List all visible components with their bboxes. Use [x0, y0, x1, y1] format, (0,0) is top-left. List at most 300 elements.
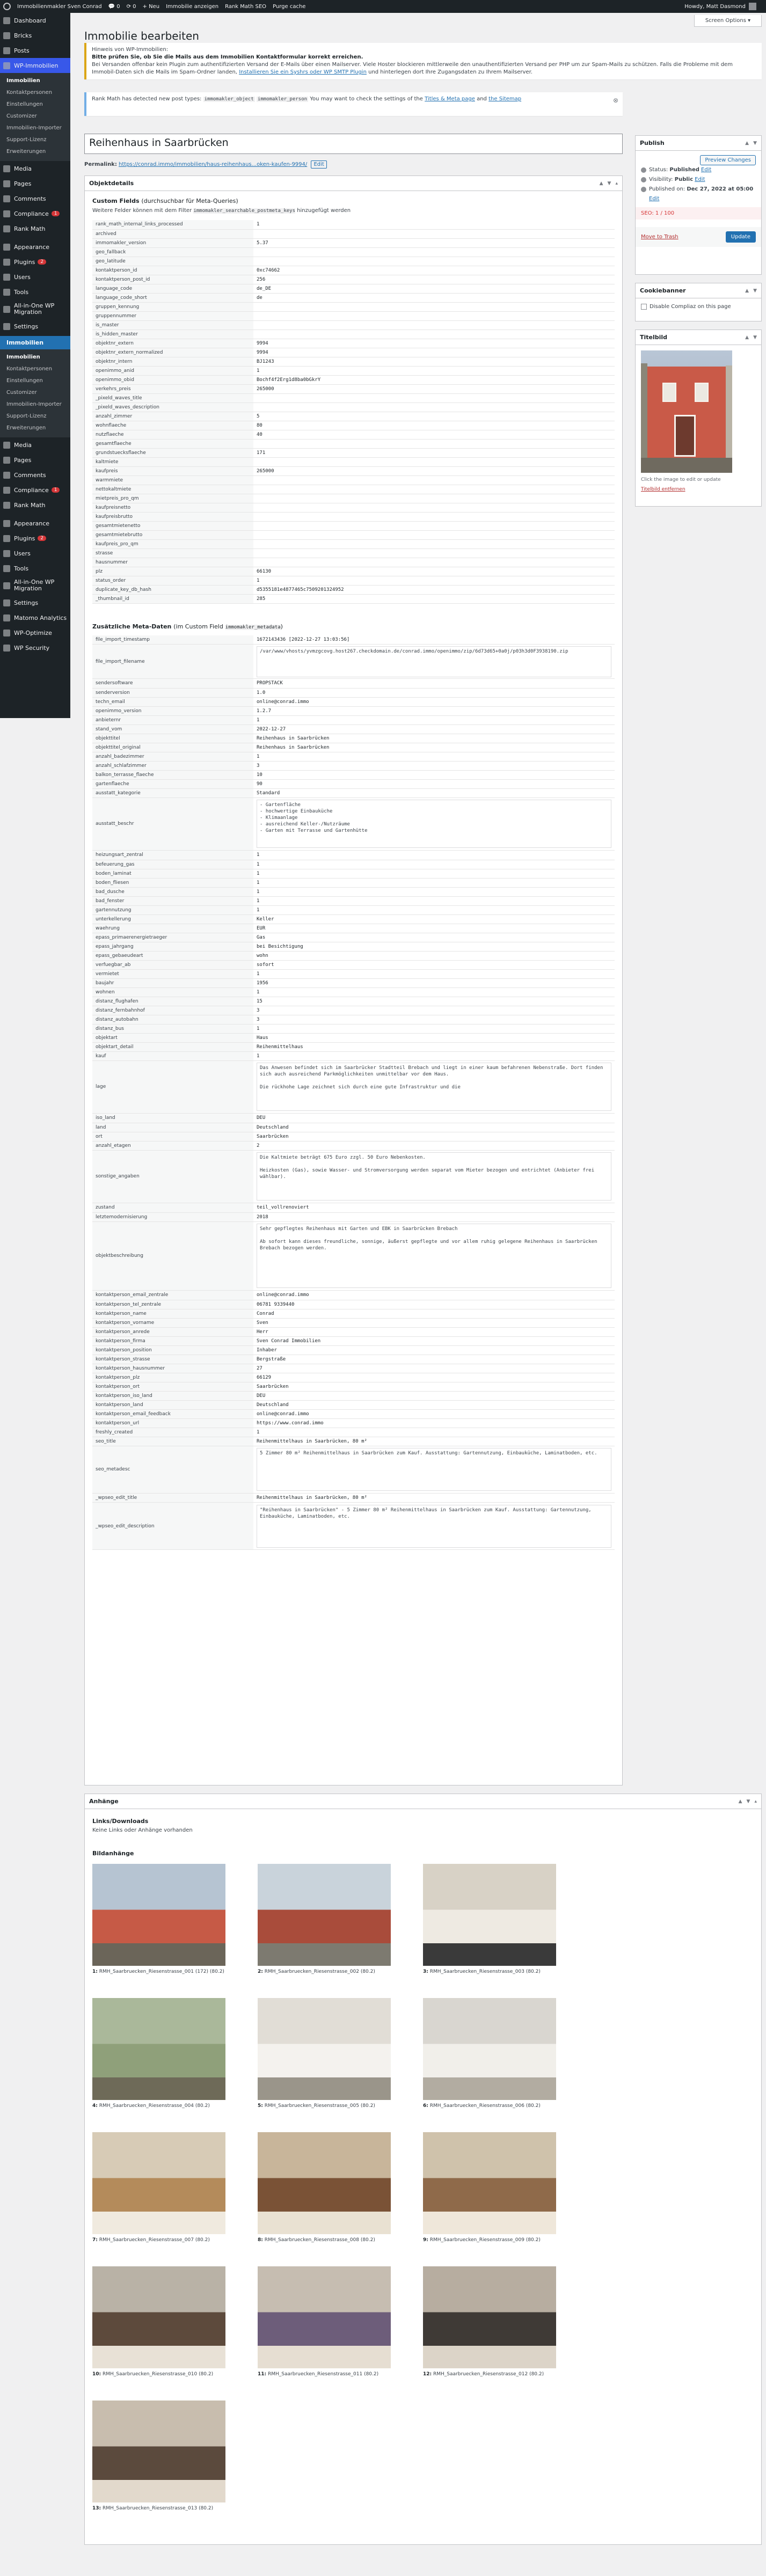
- field-key: boden_fliesen: [92, 878, 253, 887]
- submenu-item[interactable]: Customizer: [6, 390, 37, 396]
- chevron-down-icon[interactable]: ▼: [753, 334, 757, 340]
- field-key: kontaktperson_url: [92, 1418, 253, 1428]
- field-key: objektnr_extern: [92, 339, 253, 348]
- gallery-image[interactable]: [92, 2132, 225, 2234]
- menu-icon: [3, 487, 10, 494]
- sidebar-item-settings[interactable]: Settings: [0, 595, 70, 610]
- sidebar-item-plugins[interactable]: Plugins 2: [0, 531, 70, 546]
- field-key: openimmo_anid: [92, 366, 253, 375]
- field-value: Deutschland: [253, 1123, 615, 1132]
- sidebar-item-compliance[interactable]: Compliance 1: [0, 206, 70, 221]
- sidebar-item-comments[interactable]: Comments: [0, 191, 70, 206]
- field-key: verkehrs_preis: [92, 384, 253, 393]
- post-title-input[interactable]: Reihenhaus in Saarbrücken: [84, 134, 623, 154]
- wordpress-logo-icon[interactable]: [3, 3, 11, 10]
- chevron-up-icon[interactable]: ▲: [745, 334, 749, 340]
- field-row: [92, 330, 615, 339]
- field-key: rank_math_internal_links_processed: [92, 220, 253, 229]
- count-badge: 2: [38, 259, 46, 265]
- field-row: [92, 402, 615, 412]
- submenu-item[interactable]: Erweiterungen: [6, 425, 46, 431]
- chevron-down-icon[interactable]: ▼: [753, 140, 757, 146]
- menu-icon: [3, 259, 10, 266]
- admin-bar-account[interactable]: [684, 3, 756, 10]
- disable-complianz-checkbox[interactable]: [641, 304, 647, 310]
- gallery-image[interactable]: [92, 2266, 225, 2368]
- field-value: [253, 439, 615, 448]
- submenu-item[interactable]: Immobilien-Importer: [6, 401, 62, 407]
- field-key: techn_email: [92, 697, 253, 706]
- field-row: [92, 439, 615, 448]
- field-key: openimmo_obid: [92, 375, 253, 384]
- sidebar-item-appearance[interactable]: Appearance: [0, 516, 70, 531]
- sitemap-link[interactable]: the Sitemap: [488, 96, 522, 102]
- field-value: 1: [253, 887, 615, 896]
- field-key: waehrung: [92, 924, 253, 933]
- field-value: [253, 475, 615, 485]
- field-row: [92, 1291, 615, 1300]
- field-row: [92, 284, 615, 293]
- field-value: [253, 320, 615, 330]
- sidebar-item-all-in-one-wp-migration[interactable]: All-in-One WP Migration: [0, 299, 70, 319]
- lage-textarea[interactable]: Das Anwesen befindet sich im Saarbrücker Stadtteil Brebach und liegt in einer kaum befahrenen Nebenstraße. Dort finden sich auch ausreichend Parkmöglichkeiten unmittelbar vor dem Haus. Die rückhohe Lage zeichnet sich durch eine gute Infrastruktur und die: [257, 1063, 611, 1111]
- field-value: 1.0: [253, 688, 615, 697]
- image-number: 6:: [423, 2103, 428, 2109]
- sidebar-item-media[interactable]: Media: [0, 437, 70, 452]
- image-name: RMH_Saarbruecken_Riesenstrasse_012 (80.2): [433, 2372, 544, 2377]
- field-key: zustand: [92, 1203, 253, 1212]
- field-key: stand_vom: [92, 724, 253, 734]
- field-row: [92, 1437, 615, 1446]
- field-value: [253, 539, 615, 548]
- field-value: DEU: [253, 1114, 615, 1123]
- submenu-item[interactable]: Support-Lizenz: [6, 413, 47, 419]
- gallery-image[interactable]: [92, 1864, 225, 1966]
- objektdetails-header[interactable]: Objektdetails ▲ ▼ ▴: [85, 176, 622, 191]
- image-name: RMH_Saarbruecken_Riesenstrasse_011 (80.2): [268, 2372, 379, 2377]
- field-key: land: [92, 1123, 253, 1132]
- field-key: kontaktperson_firma: [92, 1336, 253, 1345]
- seo-score[interactable]: SEO: 1 / 100: [636, 207, 761, 219]
- field-value: 2: [253, 1141, 615, 1150]
- menu-icon: [3, 323, 10, 330]
- chevron-up-icon[interactable]: ▲: [745, 288, 749, 294]
- field-value: 265000: [253, 384, 615, 393]
- field-value: 1: [253, 969, 615, 978]
- image-number: 4:: [92, 2103, 98, 2109]
- dismiss-icon[interactable]: ⊗: [612, 97, 618, 104]
- sidebar-item-rank-math[interactable]: Rank Math: [0, 497, 70, 513]
- field-key: kontaktperson_email_zentrale: [92, 1291, 253, 1300]
- sidebar-item-dashboard[interactable]: Dashboard: [0, 13, 70, 28]
- smtp-plugin-link[interactable]: Installieren Sie ein Syshrs oder WP SMTP Plugin: [239, 69, 367, 75]
- notice-heading: Hinweis von WP-Immobilien:: [92, 47, 169, 53]
- field-row: [92, 1345, 615, 1355]
- field-row: [92, 475, 615, 485]
- field-row: [92, 548, 615, 558]
- edit-visibility-link[interactable]: Edit: [695, 177, 705, 182]
- field-row: [92, 933, 615, 942]
- rankmath-notice: Rank Math has detected new post types: immomakler_object immomakler_person You may want to check the settings of the Titles & Meta page and the Sitemap ⊗: [84, 92, 623, 116]
- field-value: [253, 485, 615, 494]
- field-row: [92, 585, 615, 594]
- preview-button[interactable]: Preview Changes: [700, 155, 756, 165]
- titles-meta-link[interactable]: Titles & Meta page: [425, 96, 475, 102]
- chevron-up-icon[interactable]: ▲: [599, 180, 603, 186]
- beschreibung-textarea[interactable]: Sehr gepflegtes Reihenhaus mit Garten und EBK in Saarbrücken Brebach Ab sofort kann dieses freundliche, sonnige, äußerst gepflegte und vor allem ruhig gelegene Reihenhaus in Saarbrücken Brebach bezogen werden.: [257, 1224, 611, 1288]
- gallery-image[interactable]: [258, 2266, 391, 2368]
- field-value: 1: [253, 715, 615, 724]
- field-key: verfuegbar_ab: [92, 960, 253, 969]
- sidebar-item-tools[interactable]: Tools: [0, 284, 70, 299]
- avatar: [749, 3, 756, 10]
- submenu-item[interactable]: Immobilien-Importer: [6, 125, 62, 131]
- edit-status-link[interactable]: Edit: [701, 167, 712, 173]
- field-value: 5: [253, 412, 615, 421]
- field-row: [92, 851, 615, 860]
- featured-image[interactable]: [641, 350, 732, 473]
- field-value: 10: [253, 770, 615, 779]
- field-value: [253, 402, 615, 412]
- menu-icon: [3, 47, 10, 54]
- image-name: RMH_Saarbruecken_Riesenstrasse_010 (80.2): [103, 2372, 214, 2377]
- field-value: 1: [253, 987, 615, 997]
- field-row: [92, 275, 615, 284]
- notice-text: Bei Versanden offenbar kein Plugin zum authentifizierten Versand der E-Mails über einen Mailserver. Viele Hoster blockieren mittlerweile den unauthentifizierten Versand per PHP um zur Spam-Mails zu schützen. Falls die Probleme mit dem Immobil-Daten sich die Mails im Spam-Ordner landen,: [92, 62, 733, 75]
- submenu-item[interactable]: Kontaktpersonen: [6, 366, 53, 372]
- field-row: [92, 220, 615, 229]
- field-value: [253, 494, 615, 503]
- field-value: d5355181e4877465c7509201324952: [253, 585, 615, 594]
- field-value: 1: [253, 878, 615, 887]
- toggle-icon[interactable]: ▴: [615, 180, 618, 186]
- field-row: [92, 238, 615, 247]
- submenu-item[interactable]: Erweiterungen: [6, 149, 46, 155]
- field-row: [92, 266, 615, 275]
- field-key: kaufpreisbrutto: [92, 512, 253, 521]
- field-row: [92, 860, 615, 869]
- field-row: [92, 1336, 615, 1345]
- menu-icon: [3, 165, 10, 172]
- field-value: https://www.conrad.immo: [253, 1418, 615, 1428]
- field-value: 9994: [253, 339, 615, 348]
- admin-bar: [0, 0, 766, 13]
- field-row: [92, 924, 615, 933]
- field-row: [92, 247, 615, 257]
- immobilien-heading[interactable]: Immobilien: [0, 336, 70, 349]
- image-name: RMH_Saarbruecken_Riesenstrasse_002 (80.2): [264, 1969, 375, 1974]
- field-row: [92, 942, 615, 951]
- field-row: [92, 905, 615, 914]
- field-value: 1.2.7: [253, 706, 615, 715]
- field-key: _pixeld_waves_description: [92, 402, 253, 412]
- gallery-caption: [92, 2237, 232, 2243]
- field-key: bad_fenster: [92, 896, 253, 905]
- field-key: kontaktperson_tel_zentrale: [92, 1300, 253, 1309]
- admin-bar-view[interactable]: Immobilie anzeigen: [166, 3, 219, 10]
- field-row: [92, 466, 615, 475]
- gallery-image[interactable]: [423, 1864, 556, 1966]
- sidebar-item-plugins[interactable]: Plugins 2: [0, 254, 70, 269]
- field-row: [92, 887, 615, 896]
- submenu-item[interactable]: Kontaktpersonen: [6, 90, 53, 96]
- image-number: 7:: [92, 2237, 98, 2243]
- field-row: [92, 978, 615, 987]
- field-key: kontaktperson_land: [92, 1400, 253, 1409]
- submenu-item[interactable]: Customizer: [6, 113, 37, 119]
- import-filename-textarea[interactable]: /var/www/vhosts/yvmzgcovg.host267.checkdomain.de/conrad.immo/openimmo/zip/6d73d65+0a0j/p03h3d0F3938190.zip: [257, 646, 611, 677]
- count-badge: 2: [38, 536, 46, 541]
- admin-bar-cache[interactable]: Purge cache: [273, 3, 306, 10]
- page-title: Immobilie bearbeiten: [84, 30, 199, 43]
- field-value: BJ1243: [253, 357, 615, 366]
- field-row: [92, 1024, 615, 1033]
- field-key: objektnr_intern: [92, 357, 253, 366]
- custom-fields-title: Custom Fields: [92, 197, 140, 204]
- update-button[interactable]: Update: [726, 231, 756, 243]
- field-value: [253, 330, 615, 339]
- field-value: de_DE: [253, 284, 615, 293]
- menu-icon: [3, 645, 10, 652]
- menu-icon: [3, 614, 10, 621]
- field-value: 0xc74662: [253, 266, 615, 275]
- sidebar-item-tools[interactable]: Tools: [0, 561, 70, 576]
- sidebar-item-matomo-analytics[interactable]: Matomo Analytics: [0, 610, 70, 625]
- field-key: kaufpreis_pro_qm: [92, 539, 253, 548]
- field-row: [92, 430, 615, 439]
- field-key: language_code: [92, 284, 253, 293]
- field-key: seo_title: [92, 1437, 253, 1446]
- field-key: is_master: [92, 320, 253, 330]
- field-key: gruppen_kennung: [92, 302, 253, 311]
- menu-icon: [3, 289, 10, 296]
- sidebar-item-wp-security[interactable]: WP Security: [0, 640, 70, 655]
- sidebar-item-media[interactable]: Media: [0, 161, 70, 176]
- field-row: [92, 987, 615, 997]
- field-key: senderversion: [92, 688, 253, 697]
- admin-bar-comments[interactable]: 💬 0: [108, 3, 120, 10]
- sidebar-item-bricks[interactable]: Bricks: [0, 28, 70, 43]
- field-row: [92, 494, 615, 503]
- field-value: 66129: [253, 1373, 615, 1382]
- gallery-caption: [92, 2103, 232, 2109]
- field-row: [92, 770, 615, 779]
- field-row: [92, 530, 615, 539]
- field-value: online@conrad.immo: [253, 697, 615, 706]
- field-row: [92, 1042, 615, 1051]
- field-row: [92, 503, 615, 512]
- menu-icon: [3, 195, 10, 202]
- field-row: [92, 457, 615, 466]
- field-value: 3: [253, 1015, 615, 1024]
- count-badge: 1: [52, 211, 60, 216]
- gallery-caption: [92, 2506, 232, 2511]
- sidebar-item-settings[interactable]: Settings: [0, 319, 70, 334]
- field-row: [92, 1318, 615, 1327]
- field-value: 1: [253, 366, 615, 375]
- chevron-up-icon[interactable]: ▲: [745, 140, 749, 146]
- sidebar-item-rank-math[interactable]: Rank Math: [0, 221, 70, 236]
- field-key: gruppennummer: [92, 311, 253, 320]
- seo-metadesc-textarea[interactable]: 5 Zimmer 80 m² Reihenmittelhaus in Saarbrücken zum Kauf. Ausstattung: Gartennutzung, Einbauküche, Laminatboden, etc.: [257, 1448, 611, 1491]
- image-number: 9:: [423, 2237, 428, 2243]
- field-row: [92, 878, 615, 887]
- submenu-item[interactable]: Support-Lizenz: [6, 137, 47, 143]
- menu-icon: [3, 17, 10, 24]
- field-value: 1: [253, 860, 615, 869]
- links-empty: Keine Links oder Anhänge vorhanden: [92, 1827, 193, 1833]
- gallery-caption: [423, 2372, 563, 2377]
- field-value: 1: [253, 1428, 615, 1437]
- gallery-image[interactable]: [92, 1998, 225, 2100]
- field-row: [92, 348, 615, 357]
- field-value: Bochf4f2Erg1d8ba0bGkrY: [253, 375, 615, 384]
- menu-icon: [3, 442, 10, 449]
- gallery-image[interactable]: [258, 1998, 391, 2100]
- chevron-down-icon[interactable]: ▼: [607, 180, 611, 186]
- field-key: geo_fallback: [92, 247, 253, 257]
- field-row: [92, 1327, 615, 1336]
- field-key: archived: [92, 229, 253, 238]
- ausstatt-textarea[interactable]: - Gartenfläche - hochwertige Einbauküche - Klimaanlage - ausreichend Keller-/Nutzräume - Garten mit Terrasse und Gartenhütte: [257, 800, 611, 848]
- move-to-trash-link[interactable]: Move to Trash: [641, 234, 679, 240]
- sidebar-item-wp-optimize[interactable]: WP-Optimize: [0, 625, 70, 640]
- field-key: kontaktperson_name: [92, 1309, 253, 1318]
- field-row: [92, 1409, 615, 1418]
- sidebar-item-users[interactable]: Users: [0, 269, 70, 284]
- submenu-item[interactable]: Immobilien: [6, 78, 40, 84]
- admin-bar-new[interactable]: + Neu: [142, 3, 160, 10]
- screen-options-button[interactable]: Screen Options ▾: [694, 15, 762, 27]
- field-value: online@conrad.immo: [253, 1409, 615, 1418]
- field-key: letztemodernisierung: [92, 1212, 253, 1221]
- permalink-edit-button[interactable]: Edit: [311, 160, 326, 169]
- count-badge: 1: [52, 487, 60, 493]
- sidebar-item-wp-immobilien[interactable]: WP-Immobilien: [0, 58, 70, 73]
- sonstige-textarea[interactable]: Die Kaltmiete beträgt 675 Euro zzgl. 50 Euro Nebenkosten. Heizkosten (Gas), sowie Wasser- und Stromversorgung werden separat vom Mieter bezogen und entrichtet (Anbieter frei wählbar).: [257, 1152, 611, 1201]
- field-value: 40: [253, 430, 615, 439]
- field-row: [92, 320, 615, 330]
- sidebar-item-users[interactable]: Users: [0, 546, 70, 561]
- images-title: Bildanhänge: [92, 1850, 134, 1857]
- field-row: [92, 914, 615, 924]
- submenu-item[interactable]: Immobilien: [6, 354, 40, 360]
- field-row: [92, 1203, 615, 1212]
- wpseo-desc-textarea[interactable]: "Reihenhaus in Saarbrücken" - 5 Zimmer 80 m² Reihenmittelhaus in Saarbrücken zum Kauf. Ausstattung: Gartennutzung, Einbauküche, Laminatboden, etc.: [257, 1505, 611, 1548]
- gallery-image[interactable]: [258, 2132, 391, 2234]
- field-value: Reihenhaus in Saarbrücken: [253, 743, 615, 752]
- admin-bar-site-name[interactable]: Immobilienmakler Sven Conrad: [17, 3, 102, 10]
- key-icon: [641, 167, 646, 173]
- field-row: [92, 448, 615, 457]
- menu-icon: [3, 210, 10, 217]
- field-key: gartenflaeche: [92, 779, 253, 788]
- submenu-item[interactable]: Einstellungen: [6, 378, 43, 384]
- menu-icon: [3, 565, 10, 572]
- field-row: [92, 311, 615, 320]
- submenu-item[interactable]: Einstellungen: [6, 101, 43, 107]
- field-value: [253, 512, 615, 521]
- field-key: wohnflaeche: [92, 421, 253, 430]
- field-key: gesamtmietenetto: [92, 521, 253, 530]
- gallery-image[interactable]: [92, 2401, 225, 2502]
- field-key: unterkellerung: [92, 914, 253, 924]
- custom-fields-table: [92, 220, 615, 604]
- sidebar-item-compliance[interactable]: Compliance 1: [0, 482, 70, 497]
- image-name: RMH_Saarbruecken_Riesenstrasse_005 (80.2): [264, 2103, 375, 2109]
- objektdetails-box: Objektdetails ▲ ▼ ▴ Custom Fields (durchsuchbar für Meta-Queries) Weitere Felder können mit dem Filter immomakler_searchable_postmeta_keys hinzugefügt werden rank_math_internal_links_processed 1 archived immomakler_version 5.37 geo_fallback geo_latitude kontaktperson_id 0xc74662 kontaktperson_post_id 256 language_code de_DE language_code_short de gruppen_kennung gruppennummer is_master is_hidden_master objektnr_extern 9994 objektnr_extern_normalized 9994 objektnr_intern BJ1243 openimmo_anid 1 openimmo_obid Bochf4f2Erg1d8ba0bGkrY verkehrs_preis 265000 _pixeld_waves_title _pixeld_waves_description anzahl_zimmer 5 wohnflaeche 80 nutzflaeche 40 gesamtflaeche grundstuecksflaeche 171 kaltmiete kaufpreis 265000 warmmiete nettokaltmiete mietpreis_pro_qm kaufpreisnetto kaufpreisbrutto gesamtmietenetto gesamtmietebrutto kaufpreis_pro_qm strasse hausnummer plz 66130 status_order 1 duplicate_key_db_hash d5355181e4877465c7509201324952 _thumbnail_id 285 Zusätzliche Meta-Daten (im Custom Field immomakler_metadata) file_import_timestamp 1672143436 [2022-12-27 13:03:56] file_import_filename /var/www/vhosts/yvmzgcovg.host267.checkdomain.de/conrad.immo/openimmo/zip/6d73d65+0a0j/p03h3d0F3938190.zip sendersoftware PROPSTACK senderversion 1.0 techn_email online@conrad.immo openimmo_version 1.2.7 anbieternr 1 stand_vom 2022-12-27 objekttitel Reihenhaus in Saarbrücken objekttitel_original Reihenhaus in Saarbrücken anzahl_badezimmer 1 anzahl_schlafzimmer 3 balkon_terrasse_flaeche 10 gartenflaeche 90 ausstatt_kategorie Standard ausstatt_beschr - Gartenfläche - hochwertige Einbauküche - Klimaanlage - ausreichend Keller-/Nutzräume - Garten mit Terrasse und Gartenhütte heizungsart_zentral 1 befeuerung_gas 1 boden_laminat 1 boden_fliesen 1 bad_dusche 1 bad_fenster 1 gartennutzung 1 unterkellerung Keller waehrung EUR epass_primaerenergietraeger Gas epass_jahrgang bei Besichtigung epass_gebaeudeart wohn verfuegbar_ab sofort vermietet 1 baujahr 1956 wohnen 1 distanz_flughafen 15 distanz_fernbahnhof 3 distanz_autobahn 3 distanz_bus 1 objektart Haus objektart_detail Reihenmittelhaus kauf 1 lage Das Anwesen befindet sich im Saarbrücker Stadtteil Brebach und liegt in einer kaum befahrenen Nebenstraße. Dort finden sich auch ausreichend Parkmöglichkeiten unmittelbar vor dem Haus. Die rückhohe Lage zeichnet sich durch eine gute Infrastruktur und die iso_land DEU land Deutschland ort Saarbrücken anzahl_etagen 2 sonstige_angaben Die Kaltmiete beträgt 675 Euro zzgl. 50 Euro Nebenkosten. Heizkosten (Gas), sowie Wasser- und Stromversorgung werden separat vom Mieter bezogen und entrichtet (Anbieter frei wählbar). zustand teil_vollrenoviert letztemodernisierung 2018 objektbeschreibung Sehr gepflegtes Reihenhaus mit Garten und EBK in Saarbrücken Brebach Ab sofort kann dieses freundliche, sonnige, äußerst gepflegte und vor allem ruhig gelegene Reihenhaus in Saarbrücken Brebach bezogen werden. kontaktperson_email_zentrale online@conrad.immo kontaktperson_tel_zentrale 06781 9339440 kontaktperson_name Conrad kontaktperson_vorname Sven kontaktperson_anrede Herr kontaktperson_firma Sven Conrad Immobilien kontaktperson_position Inhaber kontaktperson_strasse Bergstraße kontaktperson_hausnummer 27 kontaktperson_plz 66129 kontaktperson_ort Saarbrücken kontaktperson_iso_land DEU kontaktperson_land Deutschland kontaktperson_email_feedback online@conrad.immo kontaktperson_url https://www.conrad.immo freshly_created 1 seo_title Reihenmittelhaus in Saarbrücken, 80 m² seo_metadesc 5 Zimmer 80 m² Reihenmittelhaus in Saarbrücken zum Kauf. Ausstattung: Gartennutzung, Einbauküche, Laminatboden, etc. _wpseo_edit_title Reihenmittelhaus in Saarbrücken, 80 m² _wpseo_edit_description "Reihenhaus in Saarbrücken" - 5 Zimmer 80 m² Reihenmittelhaus in Saarbrücken zum Kauf. Ausstattung: Gartennutzung, Einbauküche, Laminatboden, etc.: [84, 175, 623, 1785]
- remove-featured-image-link[interactable]: Titelbild entfernen: [641, 487, 685, 492]
- chevron-down-icon[interactable]: ▼: [746, 1798, 750, 1804]
- admin-bar-updates[interactable]: ⟳ 0: [126, 3, 136, 10]
- sidebar-item-posts[interactable]: Posts: [0, 43, 70, 58]
- gallery-image[interactable]: [423, 1998, 556, 2100]
- field-row: [92, 761, 615, 770]
- menu-icon: [3, 630, 10, 636]
- extra-meta-table: file_import_timestamp 1672143436 [2022-12-27 13:03:56] file_import_filename /var/www/vhosts/yvmzgcovg.host267.checkdomain.de/conrad.immo/openimmo/zip/6d73d65+0a0j/p03h3d0F3938190.zip: [92, 635, 615, 679]
- edit-date-link[interactable]: Edit: [649, 196, 660, 202]
- field-row: [92, 734, 615, 743]
- field-value: 1: [253, 1024, 615, 1033]
- toggle-icon[interactable]: ▴: [754, 1798, 757, 1804]
- sidebar-item-all-in-one-wp-migration[interactable]: All-in-One WP Migration: [0, 576, 70, 595]
- field-key: nettokaltmiete: [92, 485, 253, 494]
- field-value: 06781 9339440: [253, 1300, 615, 1309]
- field-key: immomakler_version: [92, 238, 253, 247]
- sidebar-item-comments[interactable]: Comments: [0, 467, 70, 482]
- field-key: boden_laminat: [92, 869, 253, 878]
- permalink-url[interactable]: https://conrad.immo/immobilien/haus-reihenhaus...oken-kaufen-9994/: [119, 162, 308, 167]
- field-value: 1: [253, 896, 615, 905]
- field-row: [92, 257, 615, 266]
- field-key: _pixeld_waves_title: [92, 393, 253, 402]
- sidebar-item-appearance[interactable]: Appearance: [0, 239, 70, 254]
- chevron-down-icon[interactable]: ▼: [753, 288, 757, 294]
- gallery-image[interactable]: [423, 2266, 556, 2368]
- menu-icon: [3, 306, 10, 313]
- admin-bar-seo[interactable]: Rank Math SEO: [225, 3, 267, 10]
- field-key: kontaktperson_id: [92, 266, 253, 275]
- field-key: kaufpreis: [92, 466, 253, 475]
- sidebar-item-pages[interactable]: Pages: [0, 176, 70, 191]
- gallery-caption: [258, 2372, 397, 2377]
- field-key: wohnen: [92, 987, 253, 997]
- field-row: [92, 1006, 615, 1015]
- image-number: 1:: [92, 1969, 98, 1974]
- extra-meta-title: Zusätzliche Meta-Daten: [92, 623, 172, 630]
- field-key: kauf: [92, 1051, 253, 1060]
- gallery-image[interactable]: [423, 2132, 556, 2234]
- field-value: Haus: [253, 1033, 615, 1042]
- menu-icon: [3, 457, 10, 464]
- field-row: [92, 1132, 615, 1141]
- field-key: objektnr_extern_normalized: [92, 348, 253, 357]
- field-value: EUR: [253, 924, 615, 933]
- field-row: [92, 1355, 615, 1364]
- field-row: [92, 567, 615, 576]
- image-number: 13:: [92, 2506, 101, 2511]
- image-name: RMH_Saarbruecken_Riesenstrasse_008 (80.2): [264, 2237, 375, 2243]
- image-name: RMH_Saarbruecken_Riesenstrasse_007 (80.2): [99, 2237, 210, 2243]
- field-row: [92, 339, 615, 348]
- field-row: [92, 724, 615, 734]
- field-row: [92, 1428, 615, 1437]
- gallery-image[interactable]: [258, 1864, 391, 1966]
- sidebar-item-pages[interactable]: Pages: [0, 452, 70, 467]
- menu-icon: [3, 244, 10, 251]
- menu-icon: [3, 582, 10, 589]
- chevron-up-icon[interactable]: ▲: [738, 1798, 742, 1804]
